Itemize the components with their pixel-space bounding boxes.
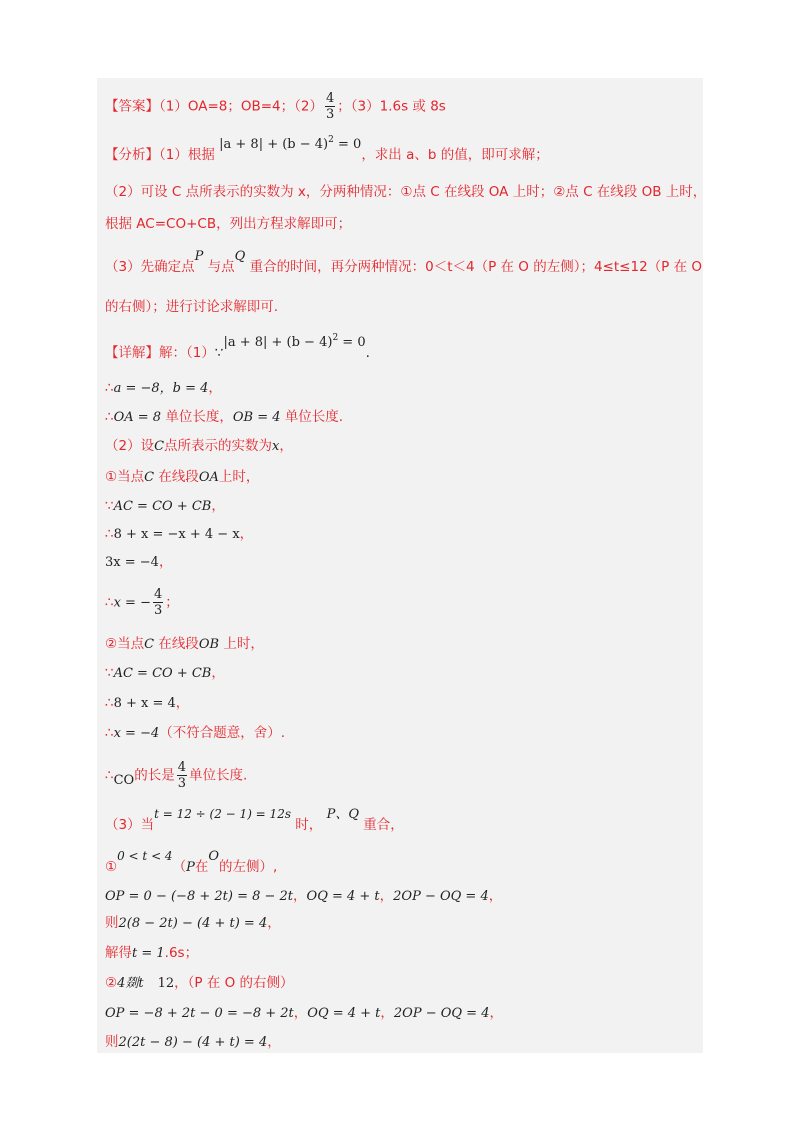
step-21: 则2(2t − 8) − (4 + t) = 4， — [105, 1034, 281, 1050]
analysis-line: 【分析】（1）根据 $|a + 8| + (b - 4)^2 = 0$，求出 a、b 的值，即可求解； — [105, 135, 549, 163]
analysis-tag: 【分析】 — [105, 147, 159, 163]
step-12: ∴x = −4（不符合题意，舍）. — [105, 725, 286, 741]
step-10: ∵AC = CO + CB， — [105, 665, 225, 681]
step-2: ∴OA = 8 单位长度，OB = 4 单位长度. — [105, 409, 344, 425]
analysis-line-5: 的右侧）；进行讨论求解即可. — [105, 299, 279, 315]
step-11: ∴8 + x = 4， — [105, 695, 190, 711]
detail-formula: $|a + 8| + (b - 4)^2 = 0$ — [223, 333, 366, 350]
detail-tag: 【详解】解：（1） — [105, 345, 215, 361]
step-8: ∴x = − $\frac{4}{3}$ ； — [105, 587, 179, 618]
step-19: ②4剟t 12，（P 在 O 的右侧） — [105, 975, 294, 991]
step-9: ②当点C 在线段OB 上时， — [105, 636, 264, 652]
answer-fraction: $\frac{4}{3}$ — [326, 91, 335, 122]
fraction: $\frac{4}{3}$ — [153, 587, 163, 618]
step-1: ∴a = −8，b = 4， — [105, 380, 222, 396]
analysis-line-2: （2）可设 C 点所表示的实数为 x，分两种情况：①点 C 在线段 OA 上时；②点 C 在线段 OB 上时， — [105, 184, 707, 200]
answer-part2: ；（3）1.6s 或 8s — [337, 98, 446, 115]
step-13: ∴CO的长是 $\frac{4}{3}$ 单位长度. — [105, 760, 248, 791]
analysis-formula: $|a + 8| + (b - 4)^2 = 0$ — [219, 135, 362, 152]
step-3: （2）设C点所表示的实数为x， — [105, 438, 293, 454]
step-4: ①当点C 在线段OA上时， — [105, 469, 260, 485]
step-6: ∴8 + x = −x + 4 − x， — [105, 526, 254, 542]
answer-tag: 【答案】 — [105, 98, 159, 115]
step-20: OP = −8 + 2t − 0 = −8 + 2t，OQ = 4 + t，2OP − OQ = 4， — [105, 1005, 503, 1021]
analysis-line-3: 根据 AC=CO+CB，列出方程求解即可； — [105, 216, 352, 232]
step-15: ①0 < t < 4（P在O的左侧）, — [105, 849, 278, 875]
step-16: OP = 0 − (−8 + 2t) = 8 − 2t，OQ = 4 + t，2OP − OQ = 4， — [105, 888, 503, 904]
step-5: ∵AC = CO + CB， — [105, 498, 225, 514]
detail-line: 【详解】解：（1）∵|a + $8| + (b - 4)^2 = 0$. — [105, 333, 370, 361]
answer-part1: （1）OA=8；OB=4；（2） — [159, 98, 323, 115]
point-p: P — [194, 249, 204, 264]
analysis-line-4: （3）先确定点P 与点Q 重合的时间，再分两种情况：0＜t＜4（P 在 O 的左侧）；4≤t≤12（P 在 O — [105, 249, 703, 275]
fraction: $\frac{4}{3}$ — [177, 760, 186, 791]
step-17: 则2(8 − 2t) − (4 + t) = 4， — [105, 915, 281, 931]
point-q: Q — [234, 249, 246, 264]
step-18: 解得t = 1.6s； — [105, 945, 199, 961]
step-7: 3x = −4， — [105, 554, 173, 570]
answer-line — [105, 91, 446, 122]
step-14: （3）当t = 12 ÷ (2 − 1) = 12s 时， P、Q 重合， — [105, 807, 404, 833]
